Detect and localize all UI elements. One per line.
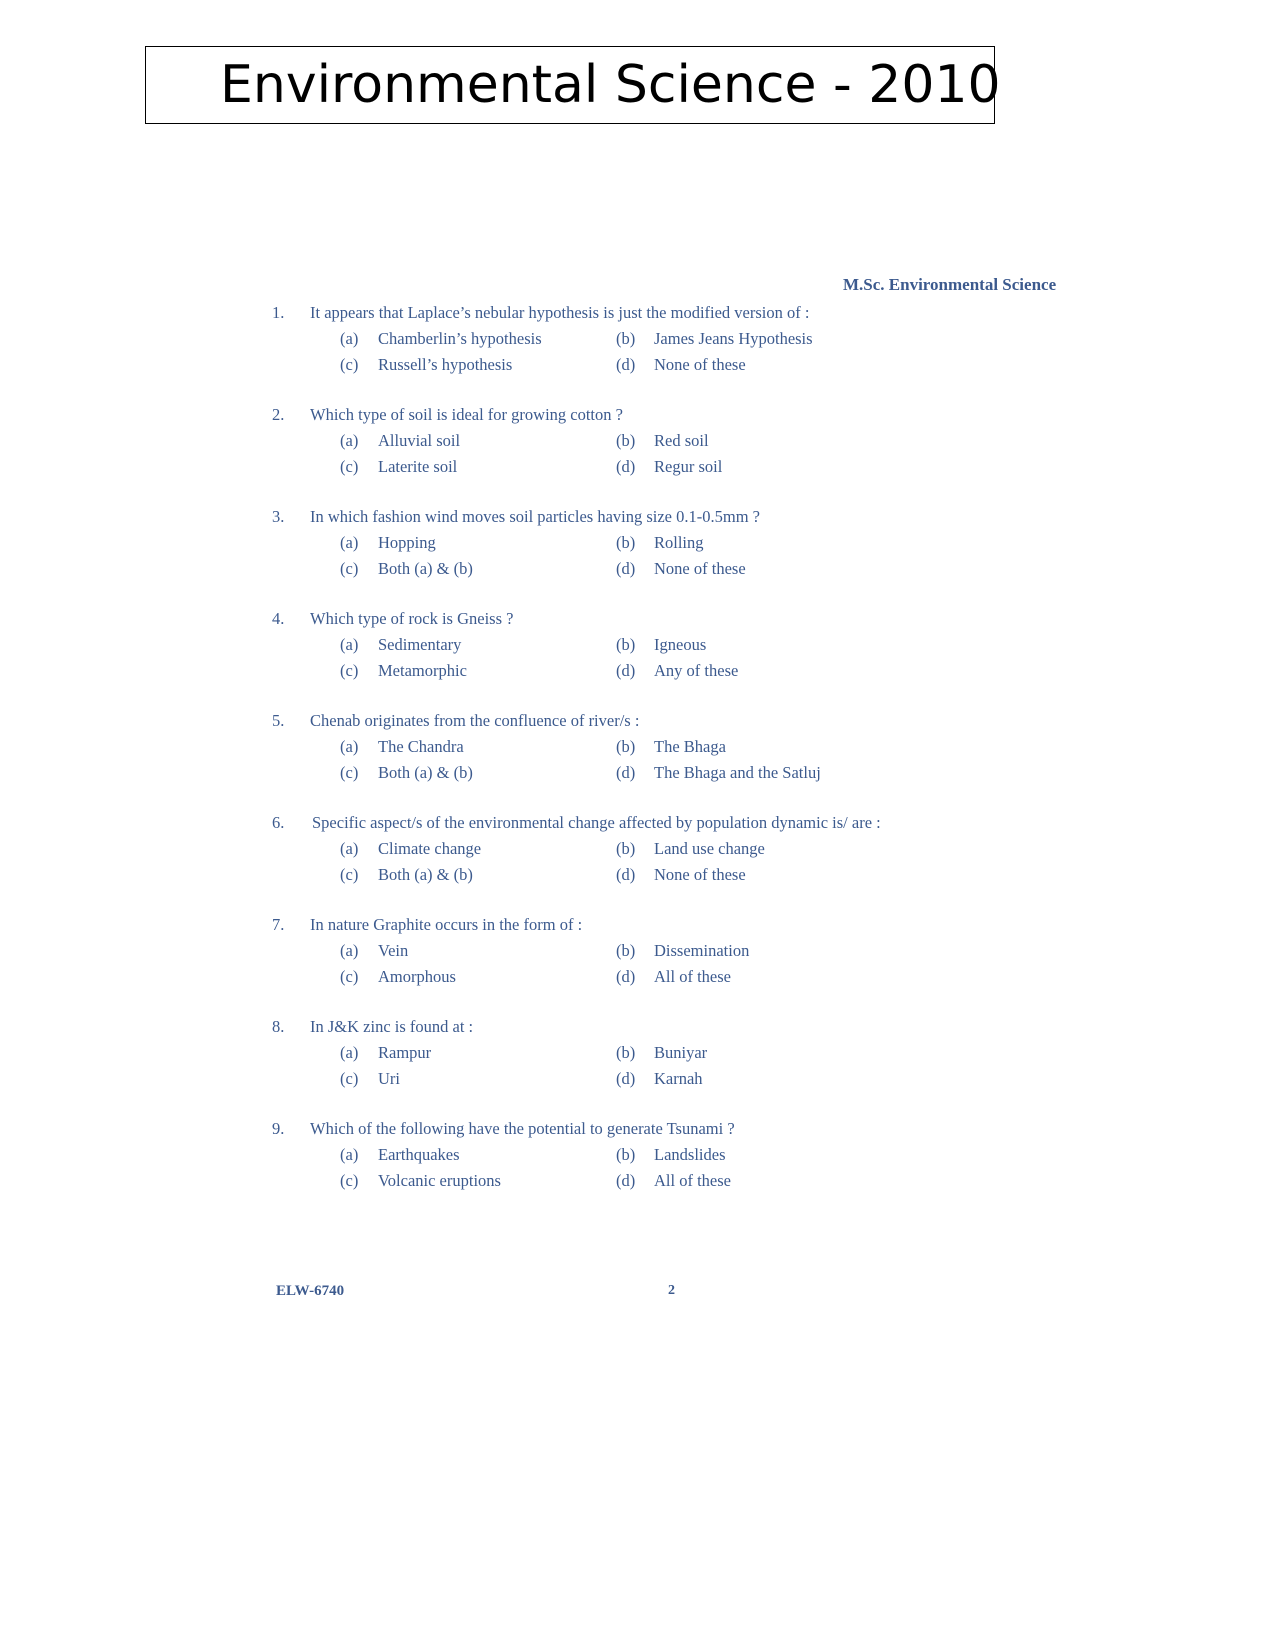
question-text: In J&K zinc is found at : [310, 1017, 474, 1036]
option-a: (a) The Chandra [340, 737, 464, 756]
question-text: Chenab originates from the confluence of river/s : [310, 711, 640, 730]
question-text: In which fashion wind moves soil particles having size 0.1-0.5mm ? [310, 507, 760, 526]
option-d: (d) None of these [616, 559, 746, 578]
option-a: (a) Alluvial soil [340, 431, 461, 450]
page-number: 2 [668, 1283, 675, 1298]
question-number: 7. [272, 915, 285, 934]
option-d: (d) The Bhaga and the Satluj [616, 763, 821, 782]
document-title: Environmental Science - 2010 [145, 46, 995, 124]
option-b: (b) Igneous [616, 635, 707, 654]
option-c: (c) Russell’s hypothesis [340, 355, 513, 374]
subject-header: M.Sc. Environmental Science [843, 275, 1057, 294]
question-number: 3. [272, 507, 285, 526]
option-b: (b) Landslides [616, 1145, 726, 1164]
option-c: (c) Amorphous [340, 967, 456, 986]
question-2 [0, 402, 1275, 480]
question-text: Which of the following have the potential to generate Tsunami ? [310, 1119, 735, 1138]
option-d: (d) None of these [616, 865, 746, 884]
option-a: (a) Sedimentary [340, 635, 462, 654]
option-d: (d) None of these [616, 355, 746, 374]
option-b: (b) James Jeans Hypothesis [616, 329, 813, 348]
option-c: (c) Both (a) & (b) [340, 865, 473, 884]
question-number: 2. [272, 405, 285, 424]
option-c: (c) Laterite soil [340, 457, 458, 476]
option-a: (a) Chamberlin’s hypothesis [340, 329, 542, 348]
option-d: (d) Regur soil [616, 457, 723, 476]
question-text: In nature Graphite occurs in the form of : [310, 915, 583, 934]
option-a: (a) Rampur [340, 1043, 432, 1062]
option-a: (a) Climate change [340, 839, 482, 858]
option-b: (b) Buniyar [616, 1043, 708, 1062]
option-b: (b) Red soil [616, 431, 709, 450]
question-8 [0, 1014, 1275, 1092]
question-text: It appears that Laplace’s nebular hypothesis is just the modified version of : [310, 303, 810, 322]
question-1 [0, 300, 1275, 378]
option-d: (d) Any of these [616, 661, 739, 680]
option-d: (d) Karnah [616, 1069, 703, 1088]
question-number: 8. [272, 1017, 285, 1036]
question-text: Which type of soil is ideal for growing cotton ? [310, 405, 623, 424]
question-number: 9. [272, 1119, 285, 1138]
question-number: 1. [272, 303, 285, 322]
option-c: (c) Metamorphic [340, 661, 467, 680]
question-number: 6. [272, 813, 285, 832]
option-d: (d) All of these [616, 967, 731, 986]
option-c: (c) Uri [340, 1069, 400, 1088]
option-b: (b) The Bhaga [616, 737, 726, 756]
option-a: (a) Hopping [340, 533, 436, 552]
option-b: (b) Land use change [616, 839, 765, 858]
question-5 [0, 708, 1275, 786]
option-d: (d) All of these [616, 1171, 731, 1190]
option-b: (b) Dissemination [616, 941, 750, 960]
option-c: (c) Volcanic eruptions [340, 1171, 501, 1190]
question-4 [0, 606, 1275, 684]
option-c: (c) Both (a) & (b) [340, 559, 473, 578]
option-c: (c) Both (a) & (b) [340, 763, 473, 782]
question-text: Which type of rock is Gneiss ? [310, 609, 514, 628]
question-7 [0, 912, 1275, 990]
question-6 [0, 810, 1275, 888]
question-text: Specific aspect/s of the environmental change affected by population dynamic is/ are : [312, 813, 881, 832]
paper-code: ELW-6740 [276, 1283, 345, 1299]
question-list [0, 300, 1275, 1218]
option-a: (a) Vein [340, 941, 409, 960]
question-number: 4. [272, 609, 285, 628]
question-3 [0, 504, 1275, 582]
option-b: (b) Rolling [616, 533, 704, 552]
question-number: 5. [272, 711, 285, 730]
question-9 [0, 1116, 1275, 1194]
option-a: (a) Earthquakes [340, 1145, 460, 1164]
